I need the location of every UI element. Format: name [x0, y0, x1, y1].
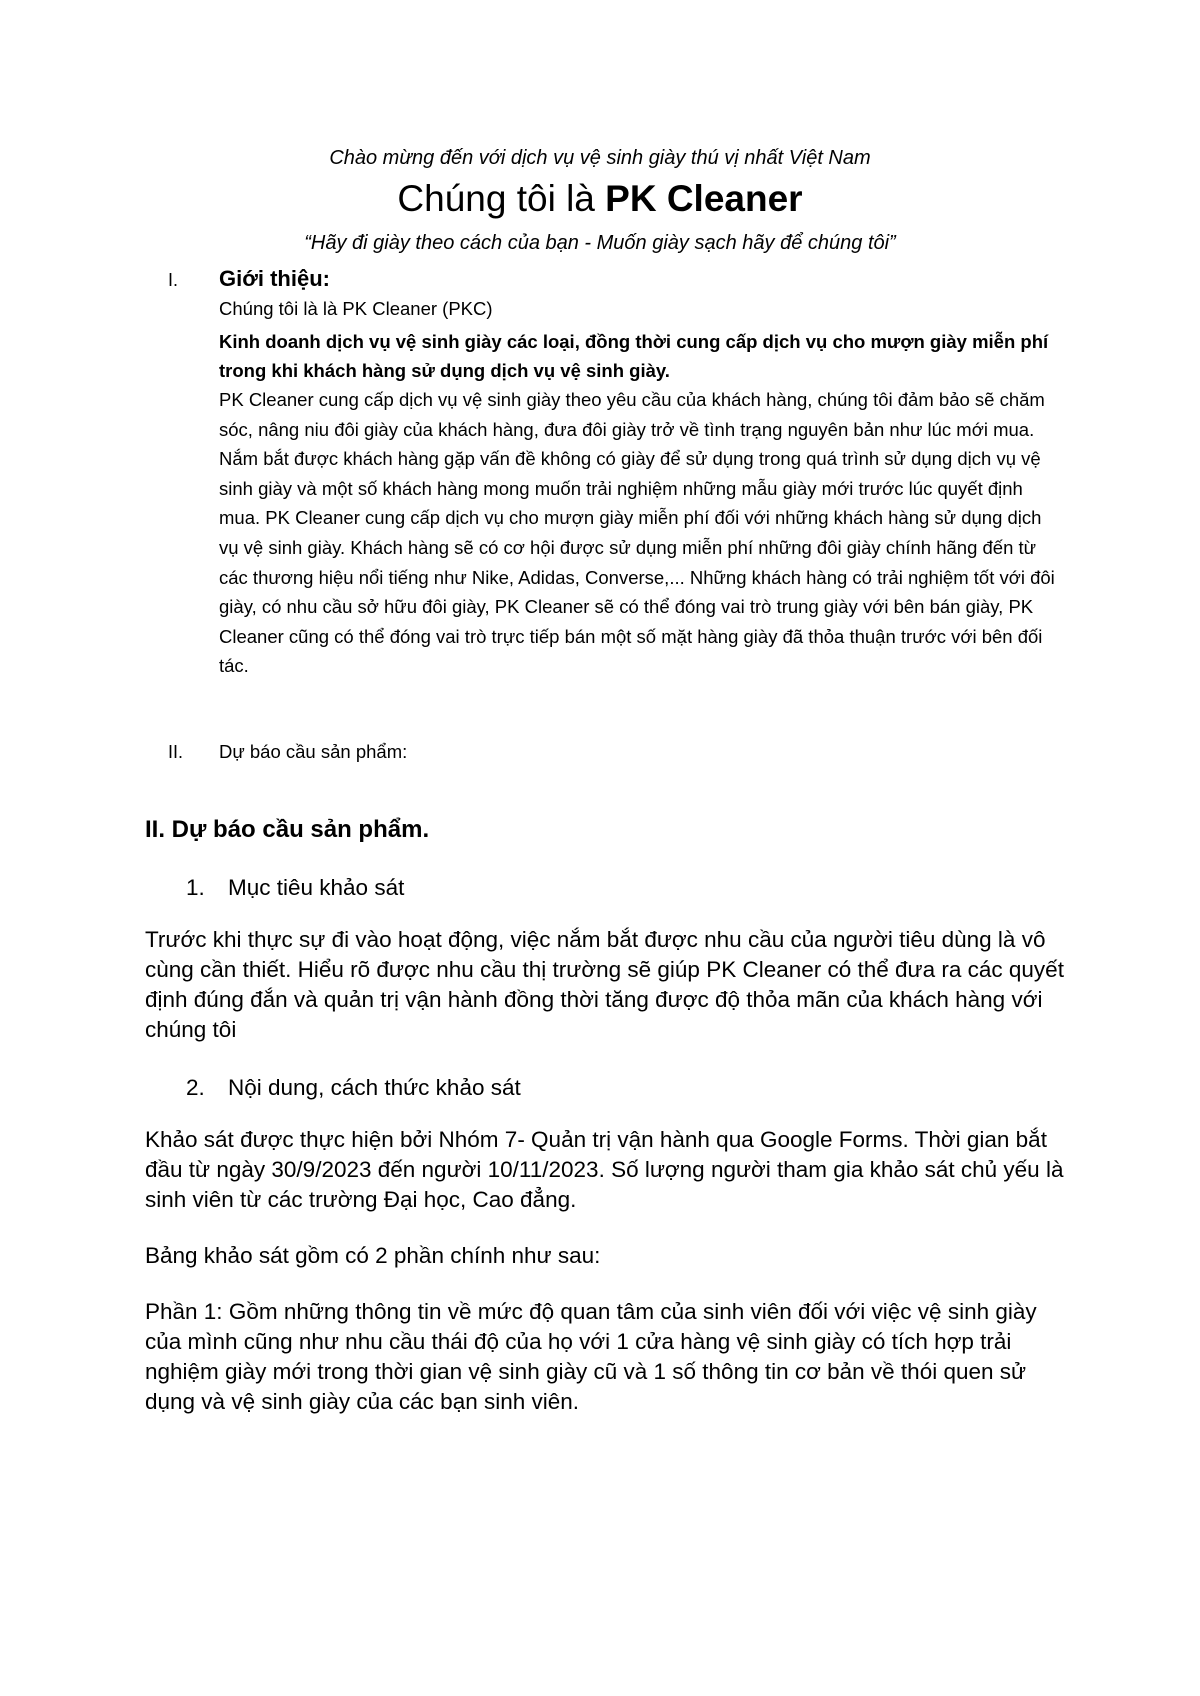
tagline: Chào mừng đến với dịch vụ vệ sinh giày thú vị nhất Việt Nam	[329, 147, 871, 169]
section-2-heading: II. Dự báo cầu sản phẩm.	[145, 816, 430, 843]
section-1-body: PK Cleaner cung cấp dịch vụ vệ sinh giày theo yêu cầu của khách hàng, chúng tôi đảm bảo sẽ chăm sóc, nâng niu đôi giày của khách hàng, đưa đôi giày trở về tình trạng nguyên bản như lúc mới mua. Nắm bắt được khách hàng gặp vấn đề không có giày để sử dụng trong quá trình sử dụng dịch vụ vệ sinh giày và một số khách hàng mong muốn trải nghiệm những mẫu giày mới trước lúc quyết định mua. PK Cleaner cung cấp dịch vụ cho mượn giày miễn phí đối với những khách hàng sử dụng dịch vụ vệ sinh giày. Khách hàng sẽ có cơ hội được sử dụng miễn phí những đôi giày chính hãng đến từ các thương hiệu nổi tiếng như Nike, Adidas, Converse,... Những khách hàng có trải nghiệm tốt với đôi giày, có nhu cầu sở hữu đôi giày, PK Cleaner sẽ có thể đóng vai trò trung giày với bên bán giày, PK Cleaner cũng có thể đóng vai trò trực tiếp bán một số mặt hàng giày đã thỏa thuận trước với bên đối tác.	[219, 389, 1055, 677]
list-item-1-title: Mục tiêu khảo sát	[228, 875, 405, 900]
section-2-outline-label: Dự báo cầu sản phẩm:	[219, 741, 408, 762]
list-item-2-title: Nội dung, cách thức khảo sát	[228, 1075, 521, 1100]
paragraph-objective: Trước khi thực sự đi vào hoạt động, việc nắm bắt được nhu cầu của người tiêu dùng là vô cùng cần thiết. Hiểu rõ được nhu cầu thị trường sẽ giúp PK Cleaner có thể đưa ra các quyết định đúng đắn và quản trị vận hành đồng thời tăng được độ thỏa mãn của khách hàng với chúng tôi	[145, 927, 1064, 1042]
brand-name: PK Cleaner	[605, 178, 803, 219]
title-prefix: Chúng tôi là	[397, 178, 606, 219]
section-1-bold-summary: Kinh doanh dịch vụ vệ sinh giày các loại, đồng thời cung cấp dịch vụ cho mượn giày miễn phí trong khi khách hàng sử dụng dịch vụ vệ sinh giày.	[219, 331, 1049, 381]
list-item-2-number: 2.	[186, 1075, 205, 1100]
list-item-1-number: 1.	[186, 875, 205, 900]
section-1-intro: Chúng tôi là là PK Cleaner (PKC)	[219, 298, 493, 319]
paragraph-part-1: Phần 1: Gồm những thông tin về mức độ quan tâm của sinh viên đối với việc vệ sinh giày của mình cũng như nhu cầu thái độ của họ với 1 cửa hàng vệ sinh giày có tích hợp trải nghiệm giày mới trong thời gian vệ sinh giày cũ và 1 số thông tin cơ bản về thói quen sử dụng và vệ sinh giày của các bạn sinh viên.	[145, 1299, 1037, 1414]
section-2-outline-numeral: II.	[168, 742, 184, 762]
section-1-numeral: I.	[168, 270, 179, 290]
slogan: “Hãy đi giày theo cách của bạn - Muốn giày sạch hãy để chúng tôi”	[304, 232, 896, 254]
paragraph-method: Khảo sát được thực hiện bởi Nhóm 7- Quản trị vận hành qua Google Forms. Thời gian bắt đầu từ ngày 30/9/2023 đến người 10/11/2023. Số lượng người tham gia khảo sát chủ yếu là sinh viên từ các trường Đại học, Cao đẳng.	[145, 1127, 1064, 1212]
section-1-heading: Giới thiệu:	[219, 266, 330, 291]
paragraph-survey-intro: Bảng khảo sát gồm có 2 phần chính như sau:	[145, 1243, 601, 1268]
page-title	[0, 177, 1200, 221]
